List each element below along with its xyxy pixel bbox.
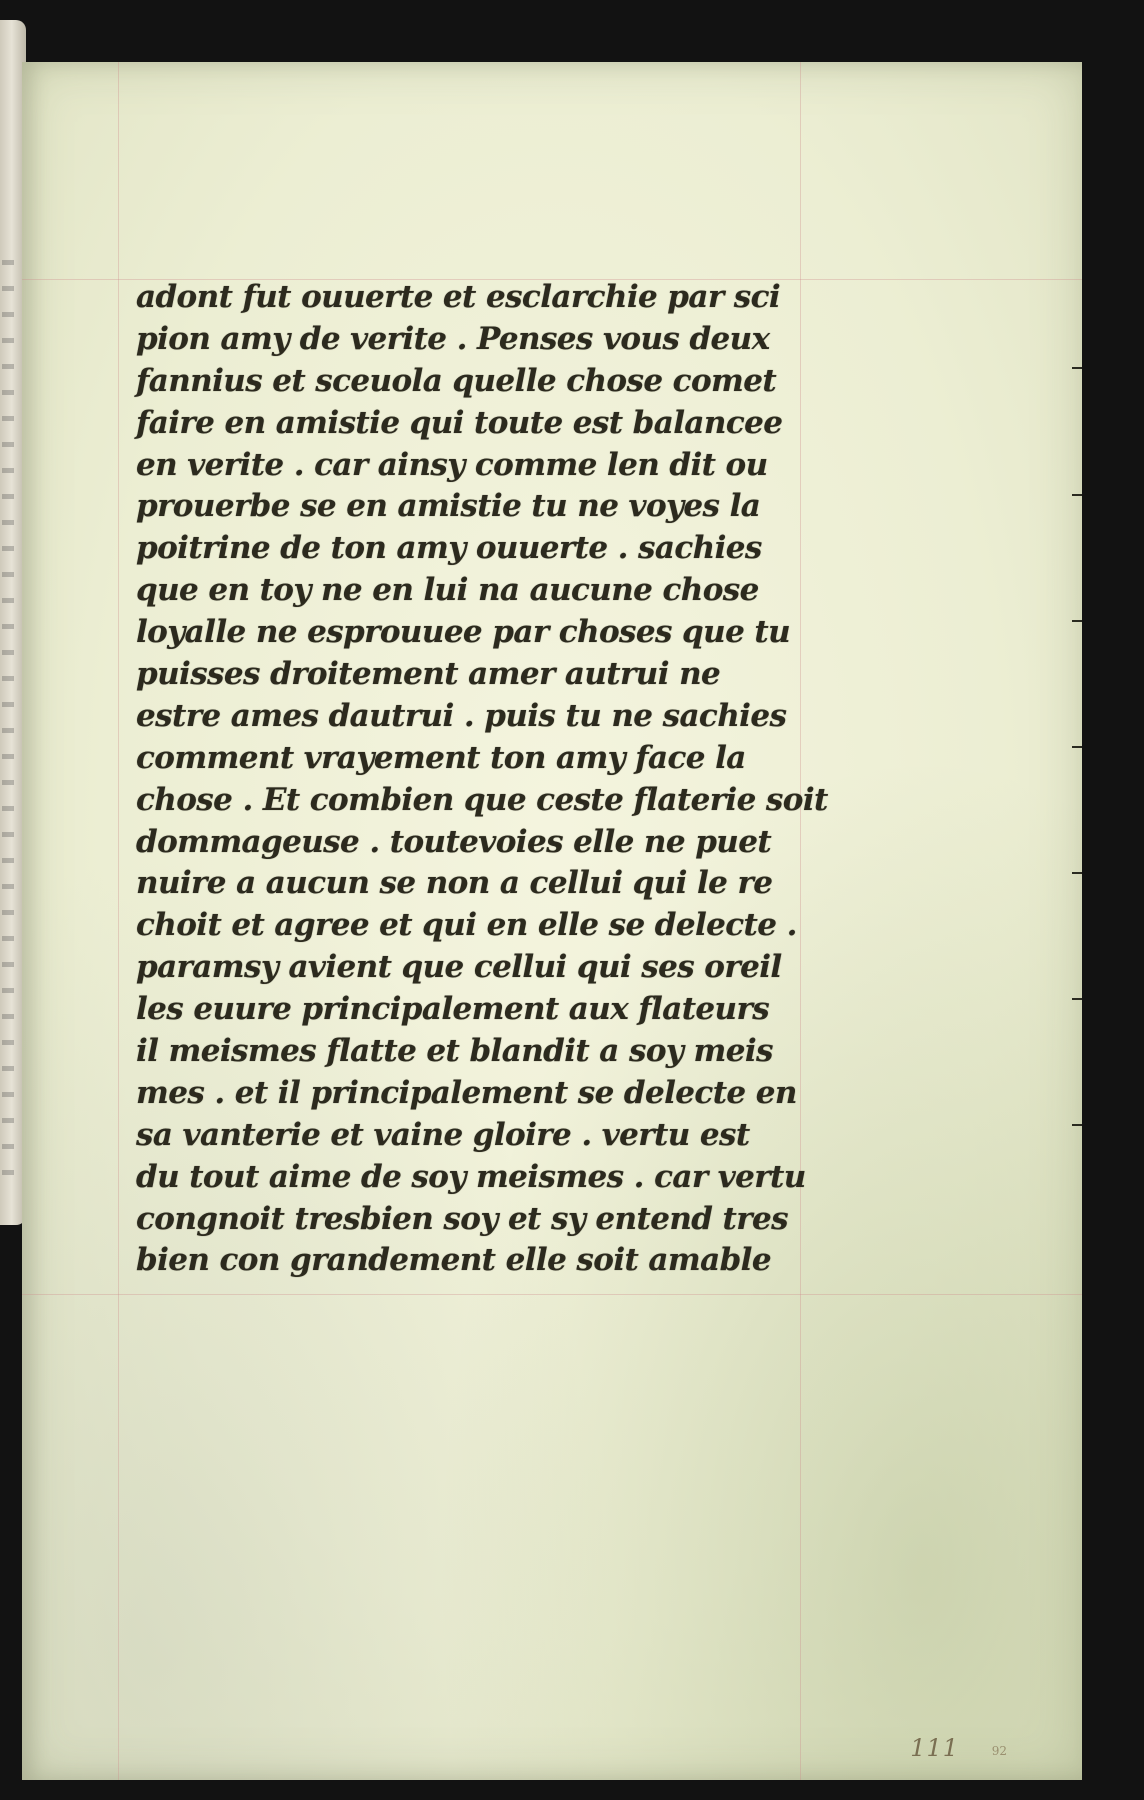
text-line: comment vrayement ton amy face la [136,739,746,776]
pricking-mark [1072,494,1082,496]
text-line: choit et agree et qui en elle se delecte . [136,907,797,944]
pricking-mark [1072,872,1082,874]
text-line: congnoit tresbien soy et sy entend tres [136,1200,788,1237]
manuscript-page [22,62,1082,1780]
pricking-mark [1072,746,1082,748]
pencil-folio-number: 92 [991,1744,1007,1758]
manuscript-text-block [136,277,856,1282]
text-line: prouerbe se en amistie tu ne voyes la [136,488,761,525]
text-line: faire en amistie qui toute est balancee [136,404,783,441]
text-line: sa vanterie et vaine gloire . vertu est [136,1116,750,1153]
left-ruling-line [118,62,119,1780]
text-line: paramsy avient que cellui qui ses oreil [136,949,782,986]
text-line: poitrine de ton amy ouuerte . sachies [136,530,762,567]
text-line: fannius et sceuola quelle chose comet [136,362,777,399]
text-line: chose . Et combien que ceste flaterie soit [136,781,828,818]
text-line: pion amy de verite . Penses vous deux [136,320,770,357]
text-line: que en toy ne en lui na aucune chose [136,572,759,609]
text-line: il meismes flatte et blandit a soy meis [136,1033,773,1070]
text-line: adont fut ouuerte et esclarchie par sci [136,279,781,315]
pricking-mark [1072,1124,1082,1126]
text-line: en verite . car ainsy comme len dit ou [136,446,768,483]
text-line: mes . et il principalement se delecte en [136,1074,797,1111]
text-line: du tout aime de soy meismes . car vertu [136,1158,806,1195]
bleed-through-text [2,260,14,1185]
pricking-mark [1072,620,1082,622]
text-line: nuire a aucun se non a cellui qui le re [136,865,773,902]
pricking-mark [1072,367,1082,369]
text-line: les euure principalement aux flateurs [136,991,770,1028]
text-line: estre ames dautrui . puis tu ne sachies [136,697,787,734]
bottom-ruling-line [22,1294,1082,1295]
text-line: dommageuse . toutevoies elle ne puet [136,823,772,860]
text-line: puisses droitement amer autrui ne [136,656,721,693]
text-line: bien con grandement elle soit amable [136,1242,771,1279]
folio-number: 111 [910,1734,959,1762]
pricking-mark [1072,998,1082,1000]
text-line: loyalle ne esprouuee par choses que tu [136,614,791,651]
